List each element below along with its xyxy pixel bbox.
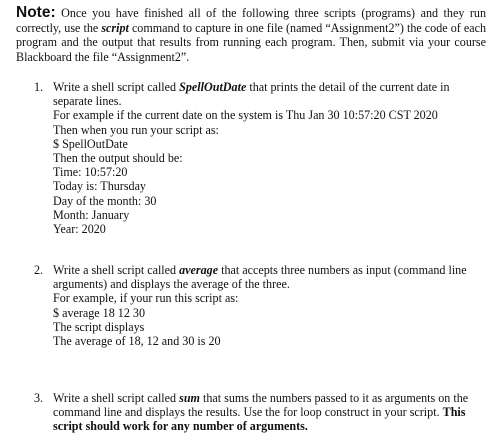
- example-line: Then the output should be:: [53, 151, 183, 166]
- note-text-part-1: Once you have finished all of the following three scripts (programs) and they run correctly, use the: [16, 6, 486, 35]
- example-output-line: Time: 10:57:20: [53, 165, 128, 180]
- example-command: $ SpellOutDate: [53, 136, 128, 151]
- task-body: [53, 391, 484, 434]
- example-output-line: Today is: Thursday: [53, 179, 146, 194]
- task-intro-text-end: that accepts three numbers as input (command line arguments) and displays the average of the three.: [53, 263, 467, 292]
- note-label: Note:: [16, 4, 56, 21]
- task-item-2: [34, 263, 484, 348]
- script-name: sum: [179, 391, 200, 405]
- script-command-word: script: [101, 20, 129, 35]
- task-intro-text-end: that prints the detail of the current date in separate lines.: [53, 80, 450, 109]
- example-output-line: The average of 18, 12 and 30 is 20: [53, 334, 221, 349]
- script-name: SpellOutDate: [179, 80, 247, 94]
- task-description: [53, 80, 484, 108]
- task-number: 3.: [34, 391, 44, 405]
- task-intro-text: Write a shell script called: [53, 391, 180, 405]
- task-body: [53, 80, 484, 236]
- task-description: [53, 391, 484, 434]
- example-output-line: Year: 2020: [53, 222, 106, 237]
- task-body: [53, 263, 484, 348]
- example-line: Then when you run your script as:: [53, 122, 219, 137]
- example-output-line: Day of the month: 30: [53, 193, 157, 208]
- example-output-line: Month: January: [53, 207, 130, 222]
- script-name: average: [179, 263, 219, 277]
- task-intro-text-end: that sums the numbers passed to it as arguments on the command line and displays the results. Use the for loop construct in your script.: [53, 391, 469, 420]
- task-item-3: [34, 391, 484, 434]
- task-requirement-bold: This script should work for any number of arguments.: [53, 405, 466, 434]
- task-number: 1.: [34, 80, 44, 94]
- example-line: The script displays: [53, 319, 145, 334]
- task-item-1: [34, 80, 484, 236]
- task-number: 2.: [34, 263, 44, 277]
- example-line: For example, if your run this script as:: [53, 291, 239, 306]
- example-line: For example if the current date on the system is Thu Jan 30 10:57:20 CST 2020: [53, 108, 438, 123]
- assignment-note: [16, 6, 486, 64]
- example-command: $ average 18 12 30: [53, 305, 146, 320]
- task-intro-text: Write a shell script called: [53, 80, 180, 94]
- task-description: [53, 263, 484, 291]
- note-text-part-2: command to capture in one file (named “Assignment2”) the code of each program and the output that results from running each program. Then, submit via your course Blackboard the file “Assignment2”.: [16, 20, 486, 64]
- task-intro-text: Write a shell script called: [53, 263, 180, 277]
